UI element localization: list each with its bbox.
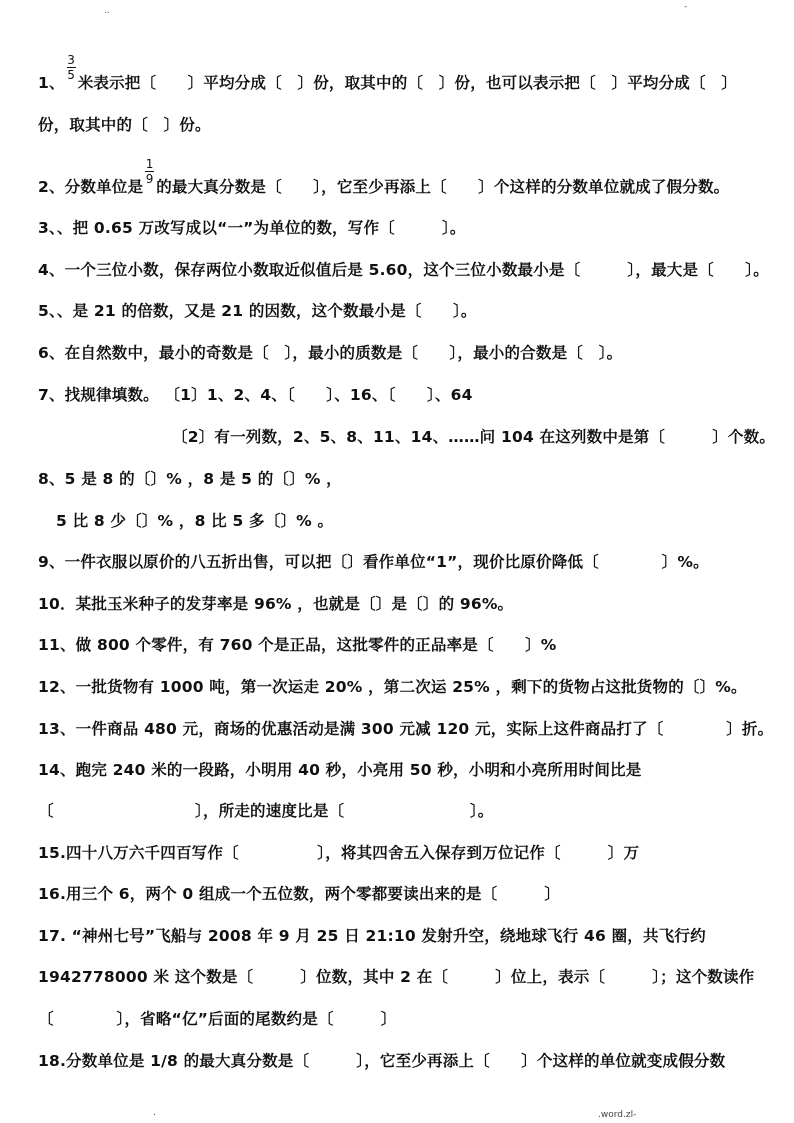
question-6: 6、在自然数中，最小的奇数是〔 〕，最小的质数是〔 〕，最小的合数是〔 〕。 [38, 344, 623, 362]
question-17-line-3: 〔 〕，省略“亿”后面的尾数约是〔 〕 [38, 1010, 397, 1028]
header-mark-right: - [684, 2, 688, 12]
header-mark-left: .. [104, 6, 110, 16]
question-14-line-1: 14、跑完 240 米的一段路，小明用 40 秒，小亮用 50 秒，小明和小亮所用时间比是 [38, 761, 642, 779]
fraction-one-ninth [145, 158, 154, 185]
question-10: 10．某批玉米种子的发芽率是 96% ，也就是〔〕是〔〕的 96%。 [38, 595, 514, 613]
question-8-line-2: 5 比 8 少〔〕% ，8 比 5 多〔〕% 。 [56, 512, 334, 530]
question-9: 9、一件衣服以原价的八五折出售，可以把〔〕看作单位“1”，现价比原价降低〔 〕%。 [38, 553, 709, 571]
fraction-denominator: 5 [67, 68, 76, 82]
question-17-line-1: 17. “神州七号”飞船与 2008 年 9 月 25 日 21:10 发射升空，绕地球飞行 46 圈，共飞行约 [38, 927, 706, 945]
question-18: 18.分数单位是 1/8 的最大真分数是〔 〕，它至少再添上〔 〕个这样的单位就变成假分数 [38, 1052, 726, 1070]
fraction-denominator: 9 [145, 172, 154, 186]
question-1-prefix: 1、 [38, 74, 65, 92]
fraction-numerator: 3 [67, 53, 76, 67]
question-14-line-2: 〔 〕，所走的速度比是〔 〕。 [38, 802, 494, 820]
question-13: 13、一件商品 480 元，商场的优惠活动是满 300 元减 120 元，实际上这件商品打了〔 〕折。 [38, 720, 774, 738]
question-1-line-1 [38, 53, 738, 97]
fraction-numerator: 1 [145, 157, 154, 171]
question-4: 4、一个三位小数，保存两位小数取近似值后是 5.60，这个三位小数最小是〔 〕，最大是〔 〕。 [38, 261, 769, 279]
question-17-line-2: 1942778000 米 这个数是〔 〕位数，其中 2 在〔 〕位上，表示〔 〕；这个数读作 [38, 968, 755, 986]
footer-mark-left: . [153, 1108, 156, 1118]
question-12: 12、一批货物有 1000 吨，第一次运走 20% ，第二次运 25% ，剩下的货物占这批货物的〔〕%。 [38, 678, 747, 696]
question-2 [38, 157, 730, 201]
question-5: 5、、是 21 的倍数，又是 21 的因数，这个数最小是〔 〕。 [38, 302, 477, 320]
question-7-part-1: 7、找规律填数。 〔1〕1、2、4、〔 〕、16、〔 〕、64 [38, 386, 473, 404]
question-1-text: 米表示把〔 〕平均分成〔 〕份，取其中的〔 〕份，也可以表示把〔 〕平均分成〔 〕 [77, 74, 738, 92]
fraction-three-fifths [67, 54, 76, 81]
question-2-prefix: 2、分数单位是 [38, 178, 144, 196]
question-1-line-2: 份，取其中的〔 〕份。 [38, 116, 211, 134]
footer-watermark: .word.zl- [598, 1110, 637, 1120]
question-2-text: 的最大真分数是〔 〕，它至少再添上〔 〕个这样的分数单位就成了假分数。 [156, 178, 730, 196]
question-15: 15.四十八万六千四百写作〔 〕，将其四舍五入保存到万位记作〔 〕万 [38, 844, 640, 862]
question-11: 11、做 800 个零件，有 760 个是正品，这批零件的正品率是〔 〕% [38, 636, 557, 654]
question-16: 16.用三个 6，两个 0 组成一个五位数，两个零都要读出来的是〔 〕 [38, 885, 561, 903]
question-3: 3、、把 0.65 万改写成以“一”为单位的数，写作〔 〕。 [38, 219, 466, 237]
question-7-part-2: 〔2〕有一列数，2、5、8、11、14、……问 104 在这列数中是第〔 〕个数。 [172, 428, 776, 446]
question-8-line-1: 8、5 是 8 的〔〕% ，8 是 5 的〔〕% ， [38, 470, 342, 488]
